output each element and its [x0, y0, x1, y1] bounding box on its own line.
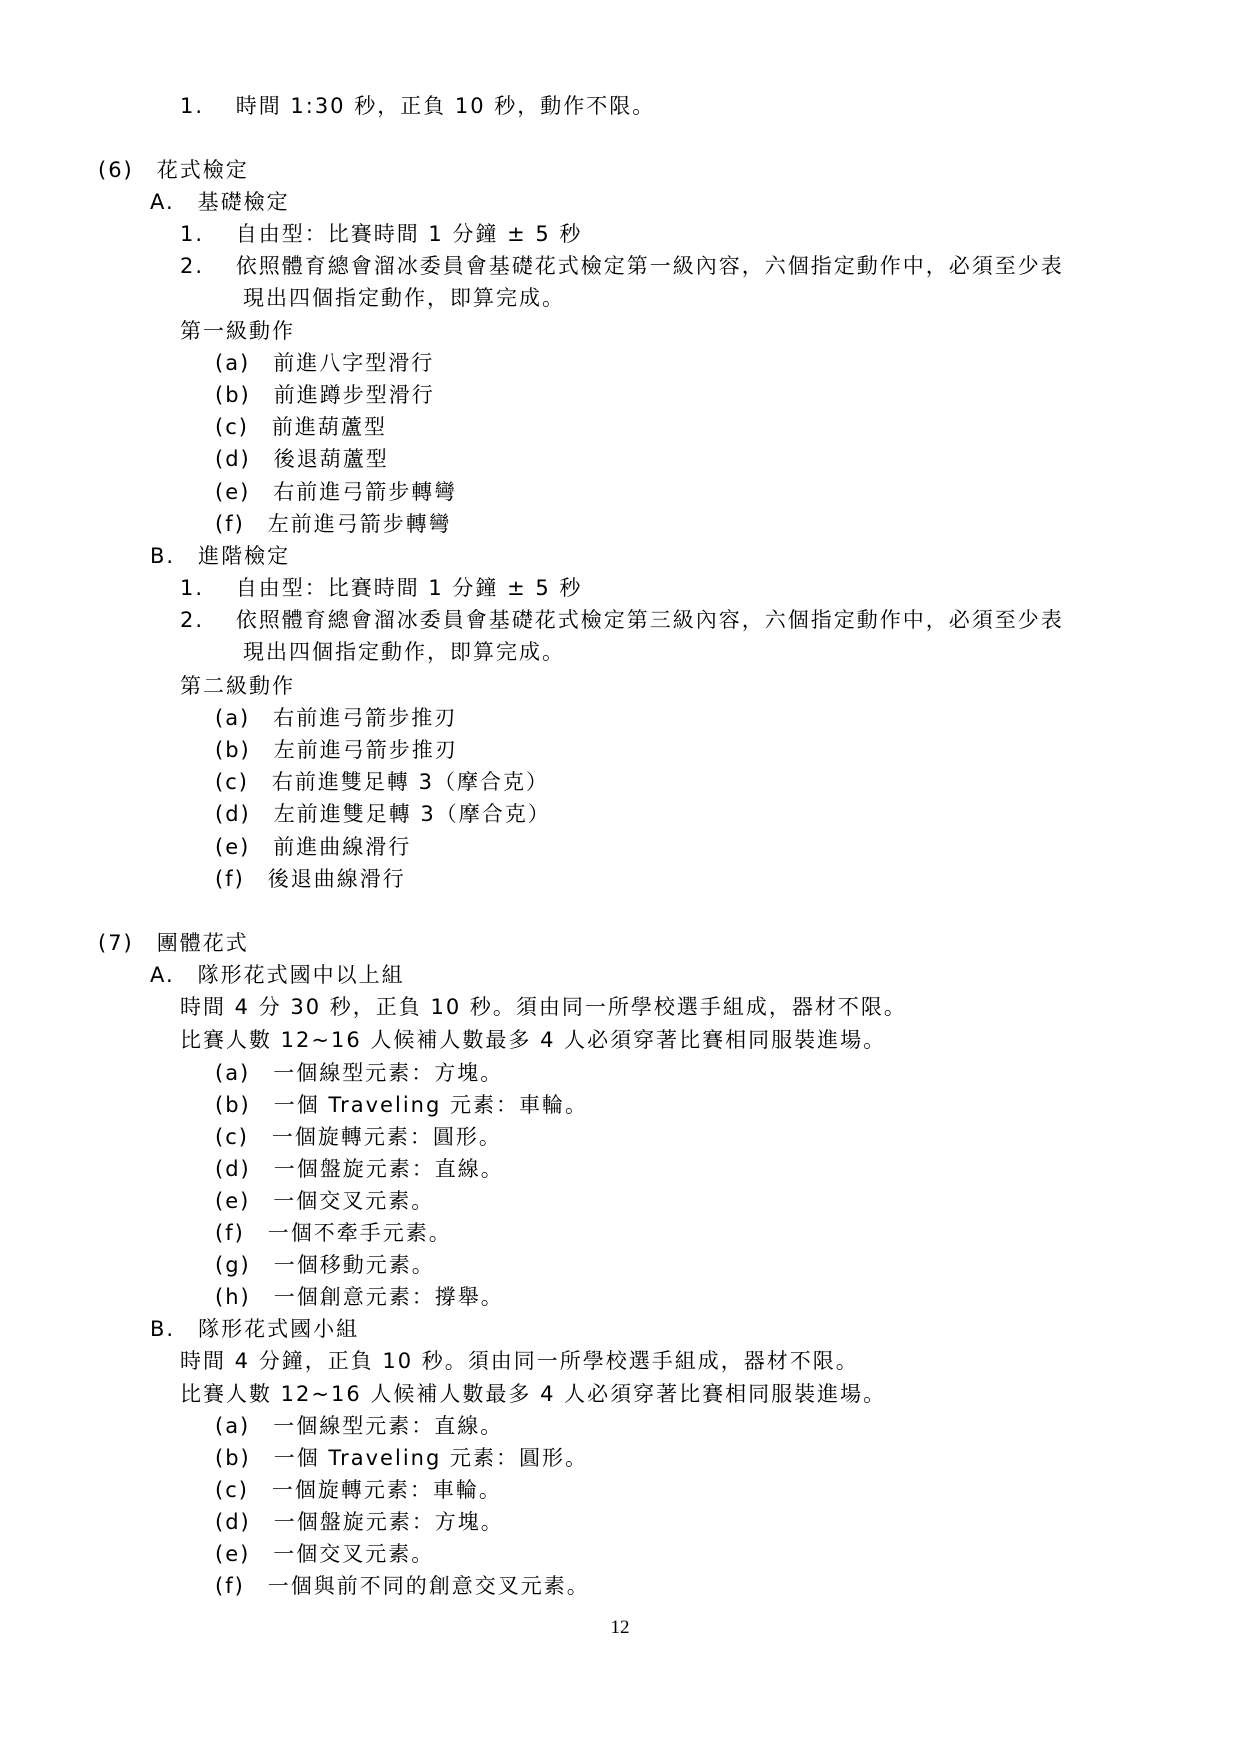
section-6-a-heading: A. 基礎檢定: [150, 190, 290, 214]
level-1-title: 第一級動作: [180, 319, 295, 343]
list-item: (f) 左前進弓箭步轉彎: [215, 512, 452, 536]
list-item: (b) 一個 Traveling 元素：車輪。: [215, 1093, 588, 1117]
section-6-b-item-2-cont: 現出四個指定動作，即算完成。: [243, 640, 565, 664]
list-item: (d) 一個盤旋元素：方塊。: [215, 1510, 504, 1534]
section-6-b-heading: B. 進階檢定: [150, 544, 291, 568]
item-1: 1. 時間 1:30 秒，正負 10 秒，動作不限。: [180, 94, 656, 118]
list-item: (e) 一個交叉元素。: [215, 1189, 435, 1213]
list-item: (d) 後退葫蘆型: [215, 447, 389, 471]
section-6-b-item-2: 2. 依照體育總會溜冰委員會基礎花式檢定第三級內容，六個指定動作中，必須至少表: [180, 608, 1064, 632]
page-number: 12: [610, 1617, 630, 1638]
section-7-a-time: 時間 4 分 30 秒，正負 10 秒。須由同一所學校選手組成，器材不限。: [180, 995, 907, 1019]
list-item: (c) 一個旋轉元素：圓形。: [215, 1125, 502, 1149]
list-item: (g) 一個移動元素。: [215, 1253, 435, 1277]
level-2-title: 第二級動作: [180, 674, 295, 698]
list-item: (b) 左前進弓箭步推刃: [215, 738, 458, 762]
list-item: (d) 左前進雙足轉 3（摩合克）: [215, 802, 551, 826]
section-7-b-heading: B. 隊形花式國小組: [150, 1317, 360, 1341]
section-7-b-count: 比賽人數 12~16 人候補人數最多 4 人必須穿著比賽相同服裝進場。: [180, 1382, 887, 1406]
section-7-a-count: 比賽人數 12~16 人候補人數最多 4 人必須穿著比賽相同服裝進場。: [180, 1028, 887, 1052]
list-item: (e) 右前進弓箭步轉彎: [215, 480, 458, 504]
section-6-b-item-1: 1. 自由型：比賽時間 1 分鐘 ± 5 秒: [180, 576, 583, 600]
list-item: (e) 前進曲線滑行: [215, 835, 412, 859]
list-item: (f) 一個與前不同的創意交叉元素。: [215, 1574, 590, 1598]
list-item: (c) 一個旋轉元素：車輪。: [215, 1478, 502, 1502]
list-item: (a) 右前進弓箭步推刃: [215, 706, 458, 730]
list-item: (h) 一個創意元素：撐舉。: [215, 1285, 504, 1309]
list-item: (e) 一個交叉元素。: [215, 1542, 435, 1566]
section-6-a-item-1: 1. 自由型：比賽時間 1 分鐘 ± 5 秒: [180, 222, 583, 246]
list-item: (f) 後退曲線滑行: [215, 867, 406, 891]
list-item: (a) 前進八字型滑行: [215, 351, 435, 375]
list-item: (b) 前進蹲步型滑行: [215, 383, 435, 407]
section-7-a-heading: A. 隊形花式國中以上組: [150, 963, 405, 987]
list-item: (a) 一個線型元素：方塊。: [215, 1061, 504, 1085]
list-item: (d) 一個盤旋元素：直線。: [215, 1157, 504, 1181]
list-item: (c) 前進葫蘆型: [215, 415, 387, 439]
section-6-a-item-2-cont: 現出四個指定動作，即算完成。: [243, 286, 565, 310]
list-item: (f) 一個不牽手元素。: [215, 1221, 452, 1245]
list-item: (b) 一個 Traveling 元素：圓形。: [215, 1446, 588, 1470]
list-item: (a) 一個線型元素：直線。: [215, 1414, 504, 1438]
section-6-heading: (6) 花式檢定: [98, 158, 249, 182]
section-6-a-item-2: 2. 依照體育總會溜冰委員會基礎花式檢定第一級內容，六個指定動作中，必須至少表: [180, 254, 1064, 278]
section-7-heading: (7) 團體花式: [98, 931, 249, 955]
list-item: (c) 右前進雙足轉 3（摩合克）: [215, 770, 549, 794]
section-7-b-time: 時間 4 分鐘，正負 10 秒。須由同一所學校選手組成，器材不限。: [180, 1349, 859, 1373]
